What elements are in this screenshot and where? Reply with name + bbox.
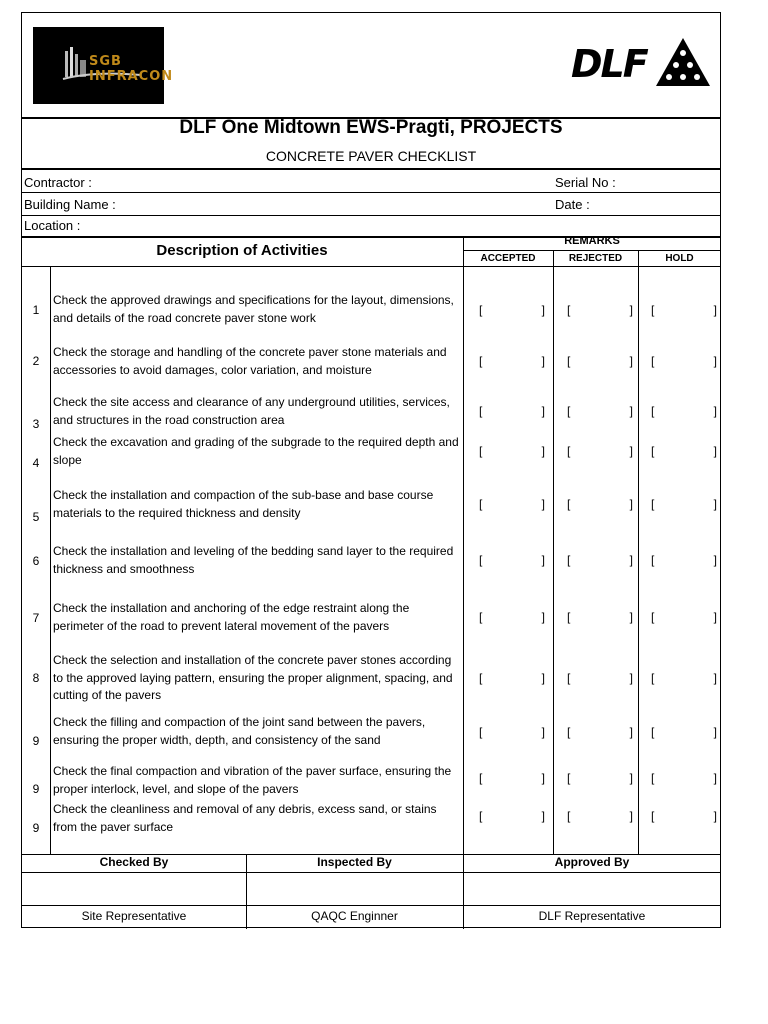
bracket-open: [ (567, 444, 571, 458)
bracket-close: ] (713, 303, 717, 317)
activity-number: 2 (32, 354, 40, 368)
hold-header: HOLD (665, 253, 694, 264)
activity-number: 6 (32, 554, 40, 568)
inspected-by-header: Inspected By (317, 855, 392, 869)
remarks-header: REMARKS (564, 235, 620, 247)
location-label: Location : (24, 218, 81, 233)
bracket-close: ] (629, 444, 633, 458)
bracket-open: [ (479, 444, 483, 458)
activity-number: 5 (32, 510, 40, 524)
bracket-close: ] (629, 354, 633, 368)
triangle-logo-icon (655, 37, 711, 87)
activity-description: Check the filling and compaction of the joint sand between the pavers, ensuring the proper width, depth, and consistency of the sand (53, 715, 426, 747)
date-label: Date : (555, 197, 590, 212)
bracket-close: ] (713, 404, 717, 418)
bracket-open: [ (651, 671, 655, 685)
bracket-close: ] (541, 497, 545, 511)
bracket-close: ] (629, 725, 633, 739)
activity-number: 4 (32, 456, 40, 470)
bracket-open: [ (651, 444, 655, 458)
bracket-open: [ (479, 809, 483, 823)
bracket-close: ] (713, 354, 717, 368)
dlf-representative-label: DLF Representative (538, 909, 646, 923)
company-logo-text: SGB INFRACON (89, 54, 174, 84)
activity-number: 8 (32, 671, 40, 685)
bracket-close: ] (541, 725, 545, 739)
bracket-open: [ (479, 771, 483, 785)
bracket-close: ] (541, 553, 545, 567)
page-title: DLF One Midtown EWS-Pragti, PROJECTS (179, 117, 563, 138)
activity-number: 3 (32, 417, 40, 431)
rejected-header: REJECTED (568, 253, 623, 264)
bracket-close: ] (541, 444, 545, 458)
bracket-open: [ (479, 354, 483, 368)
bracket-close: ] (541, 671, 545, 685)
activity-number: 9 (32, 821, 40, 835)
bracket-open: [ (567, 303, 571, 317)
bracket-close: ] (629, 771, 633, 785)
bracket-close: ] (629, 671, 633, 685)
bracket-open: [ (567, 671, 571, 685)
checked-by-signature-field[interactable] (22, 873, 246, 904)
bracket-open: [ (567, 771, 571, 785)
bracket-open: [ (479, 610, 483, 624)
bracket-close: ] (713, 610, 717, 624)
bracket-close: ] (629, 553, 633, 567)
bracket-open: [ (567, 610, 571, 624)
bracket-open: [ (567, 497, 571, 511)
bracket-close: ] (713, 497, 717, 511)
bracket-open: [ (651, 725, 655, 739)
bracket-close: ] (713, 809, 717, 823)
inspected-by-signature-field[interactable] (247, 873, 463, 904)
bracket-open: [ (651, 497, 655, 511)
bracket-close: ] (629, 610, 633, 624)
bracket-close: ] (629, 809, 633, 823)
bracket-close: ] (713, 444, 717, 458)
bracket-close: ] (713, 553, 717, 567)
bracket-open: [ (479, 671, 483, 685)
bracket-close: ] (541, 610, 545, 624)
activity-number: 9 (32, 782, 40, 796)
activity-description: Check the installation and compaction of the sub-base and base course materials to the required thickness and density (53, 488, 434, 520)
bracket-open: [ (651, 553, 655, 567)
checked-by-header: Checked By (99, 855, 169, 869)
bracket-close: ] (541, 303, 545, 317)
activity-number: 9 (32, 734, 40, 748)
bracket-close: ] (713, 671, 717, 685)
serial-no-label: Serial No : (555, 175, 616, 190)
qaqc-engineer-label: QAQC Enginner (311, 909, 398, 923)
approved-by-header: Approved By (554, 855, 630, 869)
activity-description: Check the cleanliness and removal of any debris, excess sand, or stains from the paver surface (53, 802, 437, 834)
activity-description: Check the approved drawings and specifications for the layout, dimensions, and details of the road concrete paver stone work (53, 293, 454, 325)
bracket-close: ] (541, 809, 545, 823)
approved-by-signature-field[interactable] (464, 873, 721, 904)
bracket-open: [ (567, 553, 571, 567)
bracket-close: ] (713, 771, 717, 785)
bracket-open: [ (651, 809, 655, 823)
activity-description: Check the excavation and grading of the subgrade to the required depth and slope (53, 435, 459, 467)
bracket-close: ] (629, 303, 633, 317)
bracket-open: [ (479, 404, 483, 418)
bracket-close: ] (541, 404, 545, 418)
bracket-close: ] (629, 404, 633, 418)
activity-description: Check the final compaction and vibration of the paver surface, ensuring the proper interlock, level, and slope of the pavers (53, 764, 452, 796)
bracket-open: [ (651, 610, 655, 624)
bracket-open: [ (567, 404, 571, 418)
activity-description: Check the site access and clearance of any underground utilities, services, and structures in the road construction area (53, 395, 450, 427)
bracket-open: [ (651, 404, 655, 418)
bracket-open: [ (567, 809, 571, 823)
dlf-logo-text: DLF (571, 42, 647, 86)
bracket-open: [ (479, 553, 483, 567)
activity-number: 1 (32, 303, 40, 317)
activity-description: Check the selection and installation of the concrete paver stones according to the approved laying pattern, ensuring the proper alignment, spacing, and cutting of the pavers (53, 653, 453, 702)
bracket-close: ] (541, 354, 545, 368)
contractor-label: Contractor : (24, 175, 92, 190)
bracket-open: [ (651, 354, 655, 368)
description-header: Description of Activities (156, 242, 328, 259)
activity-description: Check the installation and anchoring of the edge restraint along the perimeter of the road to prevent lateral movement of the pavers (53, 601, 410, 633)
contractor-logo (33, 27, 174, 104)
bracket-open: [ (567, 354, 571, 368)
bracket-close: ] (629, 497, 633, 511)
bracket-close: ] (713, 725, 717, 739)
bracket-open: [ (651, 303, 655, 317)
dlf-logo (571, 37, 711, 87)
checklist-sheet (21, 12, 721, 928)
bracket-open: [ (567, 725, 571, 739)
activity-description: Check the installation and leveling of the bedding sand layer to the required thickness and smoothness (53, 544, 454, 576)
bracket-close: ] (541, 771, 545, 785)
page-subtitle: CONCRETE PAVER CHECKLIST (265, 148, 477, 164)
site-representative-label: Site Representative (81, 909, 187, 923)
accepted-header: ACCEPTED (480, 253, 536, 264)
building-name-label: Building Name : (24, 197, 116, 212)
bracket-open: [ (651, 771, 655, 785)
bracket-open: [ (479, 497, 483, 511)
activity-number: 7 (32, 611, 40, 625)
activity-description: Check the storage and handling of the concrete paver stone materials and accessories to avoid damages, color variation, and moisture (53, 345, 447, 377)
bracket-open: [ (479, 725, 483, 739)
bracket-open: [ (479, 303, 483, 317)
